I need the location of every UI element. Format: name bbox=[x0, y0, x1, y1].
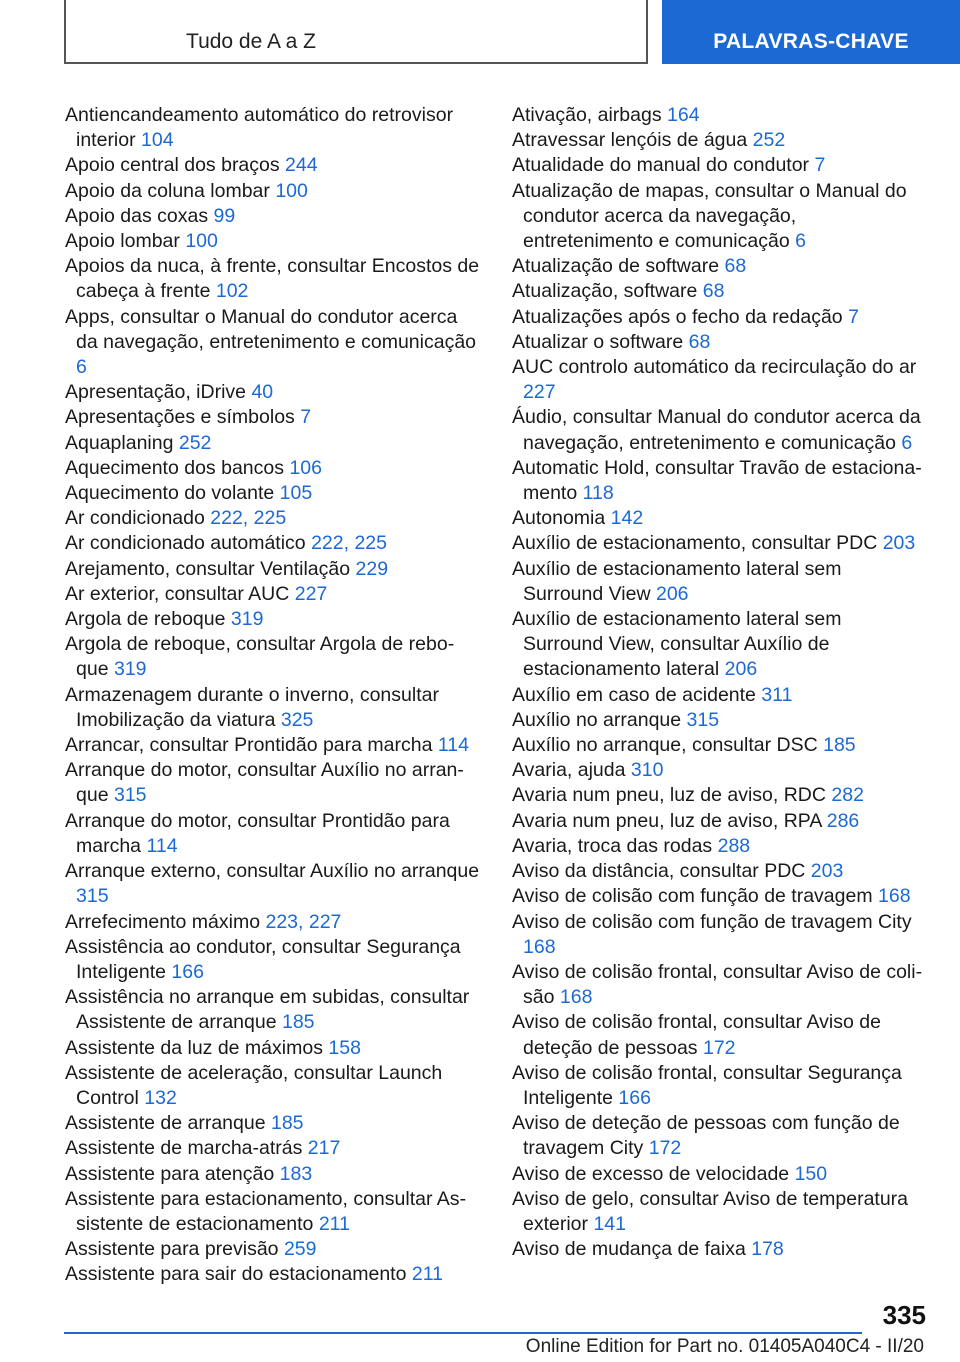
entry-term: Assistente para sair do estacionamento bbox=[65, 1263, 407, 1286]
page-reference-link[interactable]: 252 bbox=[752, 129, 786, 152]
entry-term: Aviso de colisão frontal, consultar Segurança Inteligente bbox=[512, 1061, 902, 1109]
page-reference-link[interactable]: 168 bbox=[523, 935, 556, 958]
index-entry bbox=[65, 481, 480, 506]
index-entry bbox=[65, 405, 480, 430]
index-entry bbox=[512, 1111, 927, 1161]
page-reference-link[interactable]: 68 bbox=[724, 255, 747, 278]
entry-term: Armazenagem durante o inverno, consultar Imobilização da viatura bbox=[65, 683, 439, 731]
index-entry bbox=[512, 809, 927, 834]
page-reference-link[interactable]: 203 bbox=[810, 860, 844, 883]
index-entry bbox=[65, 1237, 480, 1262]
index-entry bbox=[65, 985, 480, 1035]
index-entry bbox=[512, 305, 927, 330]
page-reference-link[interactable]: 40 bbox=[251, 381, 274, 404]
entry-term: Avaria, ajuda bbox=[512, 759, 626, 782]
keywords-tab[interactable]: PALAVRAS-CHAVE bbox=[662, 0, 960, 64]
entry-term: Aviso de excesso de velocidade bbox=[512, 1162, 790, 1185]
index-entry bbox=[512, 456, 927, 506]
entry-term: Assistente de aceleração, consultar Launch Control bbox=[65, 1061, 443, 1109]
page-reference-link[interactable]: 325 bbox=[280, 708, 314, 731]
index-entry bbox=[512, 531, 927, 556]
page-reference-link[interactable]: 244 bbox=[285, 154, 318, 177]
page-reference-link[interactable]: 168 bbox=[878, 885, 911, 908]
page-reference-link[interactable]: 172 bbox=[648, 1137, 682, 1160]
entry-term: Avaria, troca das rodas bbox=[512, 834, 713, 857]
entry-term: Aviso de colisão frontal, consultar Aviso de deteção de pessoas bbox=[512, 1011, 881, 1059]
entry-term: Antiencandeamento automático do retrovisor interior bbox=[65, 104, 454, 152]
page-reference-link[interactable]: 282 bbox=[831, 784, 864, 807]
page-reference-link[interactable]: 7 bbox=[814, 154, 826, 177]
page-reference-link[interactable]: 178 bbox=[751, 1238, 784, 1261]
index-entry bbox=[65, 1136, 480, 1161]
entry-term: Auxílio de estacionamento lateral sem Surround View, consultar Auxílio de estacionamento lateral bbox=[512, 608, 842, 681]
page-reference-link[interactable]: 100 bbox=[275, 179, 308, 202]
page-reference-link[interactable]: 68 bbox=[688, 330, 711, 353]
page-reference-link[interactable]: 118 bbox=[582, 482, 614, 505]
entry-term: Autonomia bbox=[512, 507, 606, 530]
page-reference-link[interactable]: 288 bbox=[717, 834, 751, 857]
index-entry bbox=[65, 683, 480, 733]
page-reference-link[interactable]: 310 bbox=[630, 759, 664, 782]
entry-term: Aquecimento do volante bbox=[65, 482, 275, 505]
index-entry bbox=[512, 1010, 927, 1060]
page-number: 335 bbox=[882, 1300, 926, 1330]
entry-term: Auxílio em caso de acidente bbox=[512, 683, 756, 706]
page-reference-link[interactable]: 7 bbox=[848, 305, 859, 328]
page-reference-link[interactable]: 211 bbox=[411, 1263, 443, 1286]
section-title: Tudo de A a Z bbox=[186, 30, 316, 53]
page-reference-link[interactable]: 222, 225 bbox=[210, 507, 287, 530]
entry-term: Aquecimento dos bancos bbox=[65, 456, 284, 479]
entry-term: AUC controlo automático da recirculação do ar bbox=[512, 356, 917, 379]
entry-term: Argola de reboque, consultar Argola de reboque bbox=[65, 633, 455, 681]
page-reference-link[interactable]: 114 bbox=[146, 834, 178, 857]
entry-term: Apoio lombar bbox=[65, 230, 180, 253]
page-reference-link[interactable]: 185 bbox=[281, 1011, 315, 1034]
index-entry bbox=[512, 254, 927, 279]
entry-term: Atualizar o software bbox=[512, 330, 684, 353]
entry-term: Atualizações após o fecho da redação bbox=[512, 305, 843, 328]
entry-term: Atualização de software bbox=[512, 255, 720, 278]
entry-term: Apoio das coxas bbox=[65, 204, 209, 227]
index-entry bbox=[65, 1061, 480, 1111]
entry-term: Arrancar, consultar Prontidão para marcha bbox=[65, 734, 433, 757]
index-entry bbox=[65, 910, 480, 935]
entry-term: Ativação, airbags bbox=[512, 104, 662, 126]
page-reference-link[interactable]: 206 bbox=[655, 582, 689, 605]
entry-term: Arranque do motor, consultar Prontidão para marcha bbox=[65, 809, 450, 857]
page-reference-link[interactable]: 68 bbox=[702, 280, 725, 303]
index-entry bbox=[512, 607, 927, 683]
entry-term: Auxílio de estacionamento, consultar PDC bbox=[512, 532, 878, 555]
entry-term: Atravessar lençóis de água bbox=[512, 129, 748, 152]
page-reference-link[interactable]: 217 bbox=[307, 1137, 341, 1160]
entry-term: Assistência no arranque em subidas, consultar Assistente de arranque bbox=[65, 986, 470, 1034]
entry-term: Arranque do motor, consultar Auxílio no arranque bbox=[65, 759, 464, 807]
page-reference-link[interactable]: 206 bbox=[724, 658, 758, 681]
index-entry bbox=[512, 1162, 927, 1187]
entry-term: Aviso de colisão com função de travagem City bbox=[512, 910, 912, 933]
page-reference-link[interactable]: 141 bbox=[593, 1212, 626, 1235]
entry-term: Arranque externo, consultar Auxílio no arranque bbox=[65, 860, 480, 883]
index-entry bbox=[65, 809, 480, 859]
page-reference-link[interactable]: 319 bbox=[113, 658, 147, 681]
entry-term: Auxílio de estacionamento lateral sem Surround View bbox=[512, 557, 842, 605]
page-reference-link[interactable]: 203 bbox=[882, 532, 916, 555]
edition-footer: Online Edition for Part no. 01405A040C4 - II/20 bbox=[525, 1336, 924, 1357]
index-entry bbox=[65, 380, 480, 405]
entry-term: Aviso de gelo, consultar Aviso de temperatura exterior bbox=[512, 1187, 909, 1235]
page-reference-link[interactable]: 105 bbox=[279, 482, 313, 505]
entry-term: Ar exterior, consultar AUC bbox=[65, 582, 290, 605]
entry-term: Assistente da luz de máximos bbox=[65, 1036, 323, 1059]
index-entry bbox=[512, 733, 927, 758]
page-reference-link[interactable]: 227 bbox=[294, 582, 328, 605]
index-entry bbox=[65, 305, 480, 381]
page-reference-link[interactable]: 172 bbox=[702, 1036, 736, 1059]
page-reference-link[interactable]: 211 bbox=[318, 1212, 350, 1235]
entry-term: Avaria num pneu, luz de aviso, RPA bbox=[512, 809, 822, 832]
index-entry bbox=[65, 204, 480, 229]
page-reference-link[interactable]: 114 bbox=[437, 734, 469, 757]
entry-term: Ar condicionado bbox=[65, 507, 205, 530]
page-reference-link[interactable]: 102 bbox=[215, 280, 249, 303]
entry-term: Ar condicionado automático bbox=[65, 532, 306, 555]
entry-term: Arrefecimento máximo bbox=[65, 910, 261, 933]
entry-term: Aviso de colisão frontal, consultar Aviso de colisão bbox=[512, 960, 923, 1009]
entry-term: Assistente de marcha-atrás bbox=[65, 1137, 303, 1160]
index-entry bbox=[65, 229, 480, 254]
page-reference-link[interactable]: 166 bbox=[618, 1086, 651, 1109]
index-entry bbox=[65, 557, 480, 582]
index-entry bbox=[65, 103, 480, 153]
entry-term: Apoios da nuca, à frente, consultar Encostos de cabeça à frente bbox=[65, 255, 480, 303]
index-entry bbox=[65, 531, 480, 556]
entry-term: Atualização, software bbox=[512, 280, 698, 303]
index-entry bbox=[65, 1187, 480, 1237]
entry-term: Assistência ao condutor, consultar Segurança Inteligente bbox=[65, 935, 461, 983]
index-entry bbox=[512, 834, 927, 859]
page-reference-link[interactable]: 106 bbox=[289, 456, 322, 479]
entry-term: Apoio central dos braços bbox=[65, 154, 280, 177]
entry-term: Apps, consultar o Manual do condutor acerca da navegação, entretenimento e comunicação bbox=[65, 305, 477, 353]
page-reference-link[interactable]: 142 bbox=[610, 507, 644, 530]
index-entry bbox=[65, 506, 480, 531]
index-entry bbox=[512, 910, 927, 960]
entry-term: Auxílio no arranque, consultar DSC bbox=[512, 734, 818, 757]
page-reference-link[interactable]: 183 bbox=[279, 1162, 313, 1185]
index-entry bbox=[65, 935, 480, 985]
index-column-left bbox=[65, 103, 480, 1288]
page-reference-link[interactable]: 259 bbox=[283, 1238, 317, 1261]
page-reference-link[interactable]: 150 bbox=[794, 1162, 828, 1185]
index-entry bbox=[512, 330, 927, 355]
index-entry bbox=[512, 153, 927, 178]
index-entry bbox=[65, 859, 480, 909]
entry-term: Assistente para atenção bbox=[65, 1162, 275, 1185]
index-entry bbox=[65, 1036, 480, 1061]
index-entry bbox=[512, 960, 927, 1010]
page-reference-link[interactable]: 100 bbox=[185, 230, 218, 253]
page-reference-link[interactable]: 185 bbox=[270, 1112, 304, 1135]
page-reference-link[interactable]: 6 bbox=[901, 431, 913, 454]
index-entry bbox=[512, 758, 927, 783]
index-column-right bbox=[512, 103, 927, 1262]
page-reference-link[interactable]: 315 bbox=[113, 784, 147, 807]
entry-term: Arejamento, consultar Ventilação bbox=[65, 557, 351, 580]
index-entry bbox=[512, 128, 927, 153]
index-entry bbox=[65, 431, 480, 456]
page-reference-link[interactable]: 99 bbox=[213, 204, 236, 227]
entry-term: Automatic Hold, consultar Travão de estacionamento bbox=[512, 456, 922, 505]
page-reference-link[interactable]: 168 bbox=[559, 986, 593, 1009]
index-entry bbox=[512, 103, 927, 128]
entry-term: Áudio, consultar Manual do condutor acerca da navegação, entretenimento e comunicação bbox=[512, 406, 921, 454]
index-entry bbox=[512, 708, 927, 733]
page-reference-link[interactable]: 315 bbox=[686, 708, 720, 731]
index-entry bbox=[65, 733, 480, 758]
index-entry bbox=[65, 1111, 480, 1136]
entry-term: Apresentação, iDrive bbox=[65, 381, 247, 404]
index-entry bbox=[512, 1237, 927, 1262]
index-entry bbox=[512, 859, 927, 884]
page-reference-link[interactable]: 311 bbox=[761, 683, 793, 706]
index-entry bbox=[65, 1262, 480, 1287]
entry-term: Avaria num pneu, luz de aviso, RDC bbox=[512, 784, 826, 807]
page-reference-link[interactable]: 6 bbox=[795, 230, 806, 253]
index-entry bbox=[512, 783, 927, 808]
entry-term: Assistente de arranque bbox=[65, 1112, 266, 1135]
page-reference-link[interactable]: 286 bbox=[826, 809, 860, 832]
entry-term: Auxílio no arranque bbox=[512, 708, 682, 731]
page-reference-link[interactable]: 158 bbox=[328, 1036, 361, 1059]
entry-term: Argola de reboque bbox=[65, 608, 226, 631]
index-entry bbox=[65, 758, 480, 808]
index-entry bbox=[65, 456, 480, 481]
index-entry bbox=[512, 884, 927, 909]
entry-term: Aviso de deteção de pessoas com função de travagem City bbox=[512, 1112, 900, 1160]
index-entry bbox=[512, 1187, 927, 1237]
page-reference-link[interactable]: 166 bbox=[171, 960, 204, 983]
entry-term: Atualidade do manual do condutor bbox=[512, 154, 810, 177]
index-entry bbox=[512, 355, 927, 405]
index-entry bbox=[65, 607, 480, 632]
page-reference-link[interactable]: 222, 225 bbox=[311, 532, 387, 555]
index-entry bbox=[65, 1162, 480, 1187]
header-frame bbox=[64, 0, 648, 64]
entry-term: Aviso da distância, consultar PDC bbox=[512, 860, 806, 883]
footer-divider bbox=[64, 1332, 862, 1334]
index-entry bbox=[65, 582, 480, 607]
index-entry bbox=[65, 179, 480, 204]
entry-term: Assistente para previsão bbox=[65, 1238, 279, 1261]
index-entry bbox=[512, 405, 927, 455]
page-reference-link[interactable]: 315 bbox=[76, 885, 109, 908]
index-entry bbox=[512, 179, 927, 255]
entry-term: Apoio da coluna lombar bbox=[65, 179, 270, 202]
page-reference-link[interactable]: 104 bbox=[141, 129, 174, 152]
page-reference-link[interactable]: 227 bbox=[523, 381, 556, 404]
index-entry bbox=[512, 683, 927, 708]
page-reference-link[interactable]: 185 bbox=[823, 734, 856, 757]
index-entry bbox=[512, 1061, 927, 1111]
index-entry bbox=[65, 153, 480, 178]
entry-term: Atualização de mapas, consultar o Manual do condutor acerca da navegação, entretenimento e comunicação bbox=[512, 179, 907, 253]
index-entry bbox=[512, 557, 927, 607]
entry-term: Apresentações e símbolos bbox=[65, 406, 295, 429]
entry-term: Aquaplaning bbox=[65, 431, 174, 454]
index-entry bbox=[65, 632, 480, 682]
page-reference-link[interactable]: 164 bbox=[667, 104, 700, 126]
index-entry bbox=[65, 254, 480, 304]
page-reference-link[interactable]: 223, 227 bbox=[265, 910, 342, 933]
entry-term: Assistente para estacionamento, consultar Assistente de estacionamento bbox=[65, 1187, 467, 1235]
page-reference-link[interactable]: 132 bbox=[144, 1086, 177, 1109]
page-reference-link[interactable]: 229 bbox=[355, 557, 389, 580]
page-reference-link[interactable]: 6 bbox=[76, 356, 87, 379]
entry-term: Aviso de colisão com função de travagem bbox=[512, 885, 873, 908]
page-reference-link[interactable]: 252 bbox=[178, 431, 212, 454]
index-entry bbox=[512, 279, 927, 304]
index-entry bbox=[512, 506, 927, 531]
page-reference-link[interactable]: 319 bbox=[230, 608, 264, 631]
entry-term: Aviso de mudança de faixa bbox=[512, 1238, 746, 1261]
page-reference-link[interactable]: 7 bbox=[300, 406, 312, 429]
